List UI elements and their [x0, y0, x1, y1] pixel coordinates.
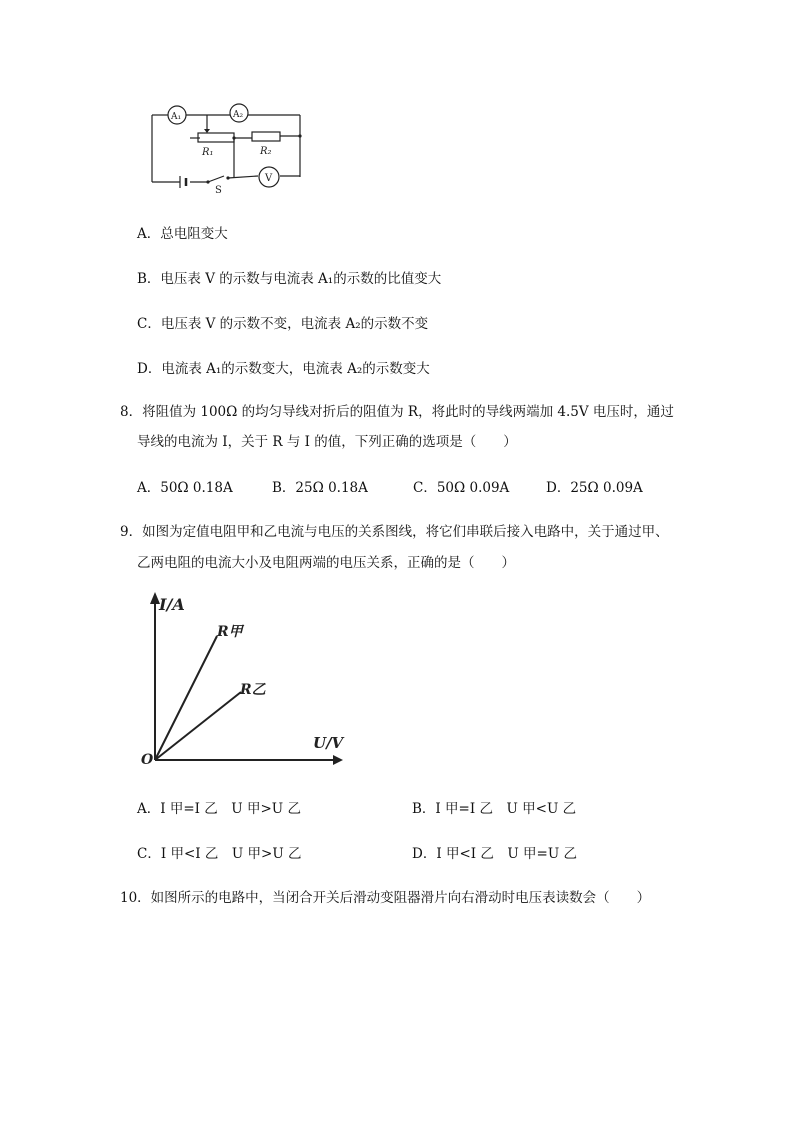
q9-option-b: B．I 甲=I 乙 U 甲<U 乙 — [412, 801, 577, 817]
resistor-r2-label: R₂ — [260, 146, 272, 157]
q9-option-c: C．I 甲<I 乙 U 甲>U 乙 — [137, 846, 302, 862]
q7-option-d: D．电流表 A₁的示数变大，电流表 A₂的示数变大 — [137, 361, 430, 377]
ammeter-a2-label: A₂ — [233, 110, 244, 120]
q9-option-a: A．I 甲=I 乙 U 甲>U 乙 — [137, 801, 301, 817]
q7-option-a: A．总电阻变大 — [137, 226, 228, 242]
graph-line-r-jia: R甲 — [217, 624, 243, 640]
q8-stem-line2: 导线的电流为 I，关于 R 与 I 的值，下列正确的选项是（ ） — [137, 434, 517, 450]
q8-stem-line1: 8．将阻值为 100Ω 的均匀导线对折后的阻值为 R，将此时的导线两端加 4.5V 电压时，通过 — [120, 404, 674, 420]
switch-label: S — [215, 185, 222, 196]
ammeter-a1-label: A₁ — [171, 112, 182, 122]
circuit-diagram — [140, 100, 310, 200]
q8-option-c: C．50Ω 0.09A — [413, 480, 510, 496]
graph-x-label: U/V — [313, 734, 344, 752]
q10-stem-line1: 10．如图所示的电路中，当闭合开关后滑动变阻器滑片向右滑动时电压表读数会（ ） — [120, 890, 651, 906]
graph-origin-label: O — [141, 752, 154, 768]
voltmeter-label: V — [265, 173, 273, 184]
q8-option-a: A．50Ω 0.18A — [137, 480, 233, 496]
q7-option-c: C．电压表 V 的示数不变，电流表 A₂的示数不变 — [137, 316, 429, 332]
iu-graph — [135, 590, 350, 775]
resistor-r1-label: R₁ — [202, 147, 214, 158]
graph-line-r-yi: R乙 — [240, 682, 266, 698]
graph-y-label: I/A — [159, 595, 185, 614]
q9-stem-line1: 9．如图为定值电阻甲和乙电流与电压的关系图线，将它们串联后接入电路中，关于通过甲、 — [120, 524, 669, 540]
q9-stem-line2: 乙两电阻的电流大小及电阻两端的电压关系，正确的是（ ） — [137, 555, 515, 571]
q8-option-b: B．25Ω 0.18A — [272, 480, 368, 496]
q7-option-b: B．电压表 V 的示数与电流表 A₁的示数的比值变大 — [137, 271, 442, 287]
q9-option-d: D．I 甲<I 乙 U 甲=U 乙 — [412, 846, 578, 862]
q8-option-d: D．25Ω 0.09A — [546, 480, 643, 496]
